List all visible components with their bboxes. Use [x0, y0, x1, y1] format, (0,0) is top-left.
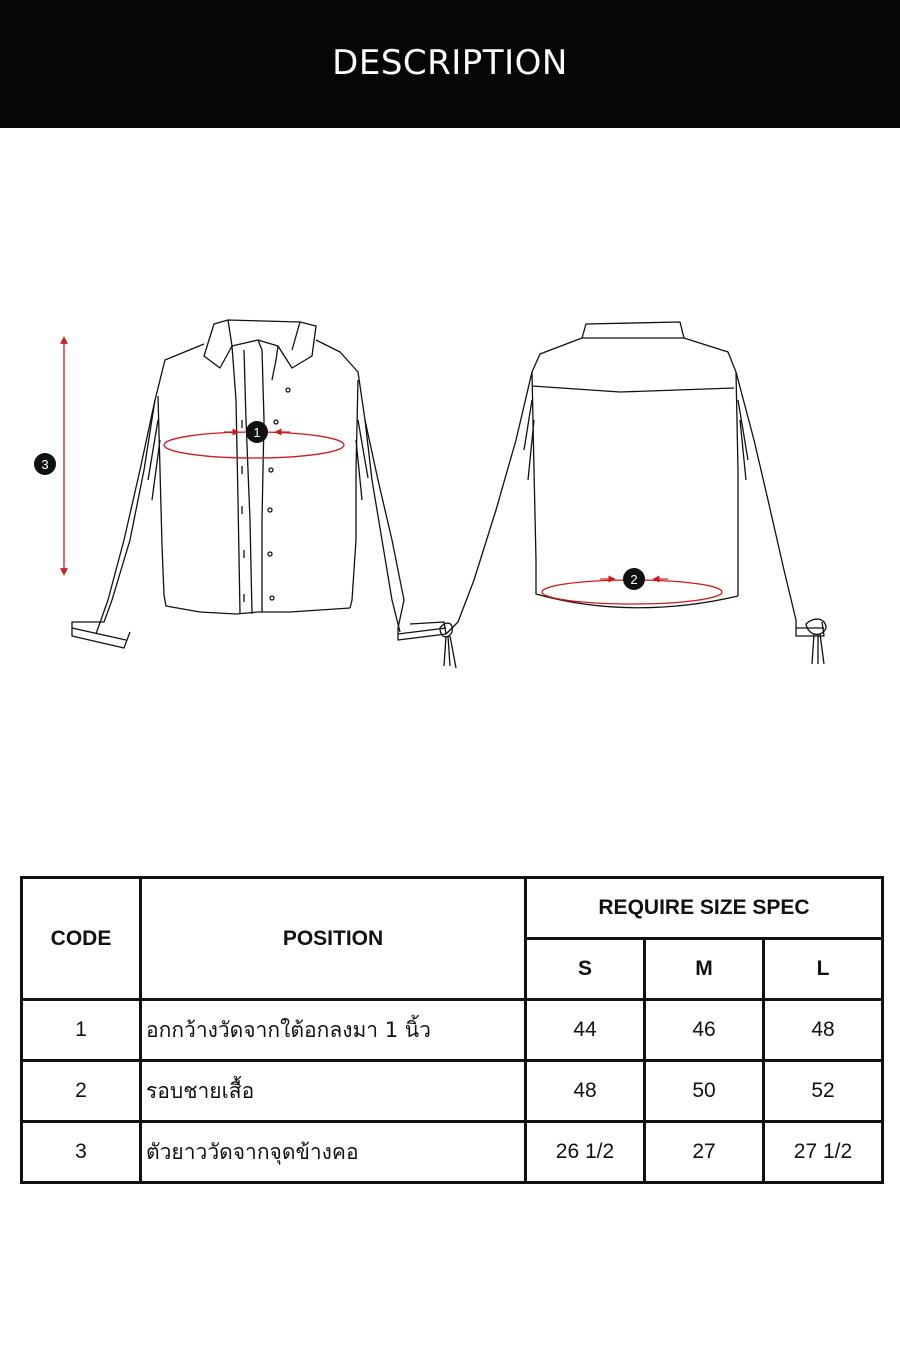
header-size-l: L	[764, 939, 883, 1000]
page-title: DESCRIPTION	[332, 43, 568, 83]
header-size-m: M	[645, 939, 764, 1000]
row-value-s: 48	[526, 1061, 645, 1122]
marker-1-badge	[246, 421, 268, 443]
marker-1-label: 1	[253, 425, 261, 440]
front-shirt-drawing	[72, 320, 456, 668]
header-spec: REQUIRE SIZE SPEC	[526, 878, 883, 939]
header-position: POSITION	[141, 878, 526, 1000]
row-code: 3	[22, 1122, 141, 1183]
row-position: รอบชายเสื้อ	[141, 1061, 526, 1122]
table-row	[22, 1000, 883, 1061]
marker-2-label: 2	[630, 572, 638, 587]
row-value-s: 26 1/2	[526, 1122, 645, 1183]
row-position: ตัวยาววัดจากจุดข้างคอ	[141, 1122, 526, 1183]
row-value-m: 27	[645, 1122, 764, 1183]
row-value-m: 50	[645, 1061, 764, 1122]
row-code: 1	[22, 1000, 141, 1061]
marker-2-badge	[623, 568, 645, 590]
table-row	[22, 1061, 883, 1122]
row-code: 2	[22, 1061, 141, 1122]
row-position: อกกว้างวัดจากใต้อกลงมา 1 นิ้ว	[141, 1000, 526, 1061]
header-code: CODE	[22, 878, 141, 1000]
header-bar	[0, 0, 900, 128]
size-spec-table	[20, 876, 884, 1184]
header-size-s: S	[526, 939, 645, 1000]
row-value-l: 52	[764, 1061, 883, 1122]
row-value-l: 27 1/2	[764, 1122, 883, 1183]
back-shirt-drawing	[446, 322, 826, 664]
row-value-s: 44	[526, 1000, 645, 1061]
garment-diagram	[0, 300, 900, 690]
marker-3-badge	[34, 453, 56, 475]
table-row	[22, 1122, 883, 1183]
row-value-l: 48	[764, 1000, 883, 1061]
marker-3-label: 3	[41, 457, 49, 472]
row-value-m: 46	[645, 1000, 764, 1061]
